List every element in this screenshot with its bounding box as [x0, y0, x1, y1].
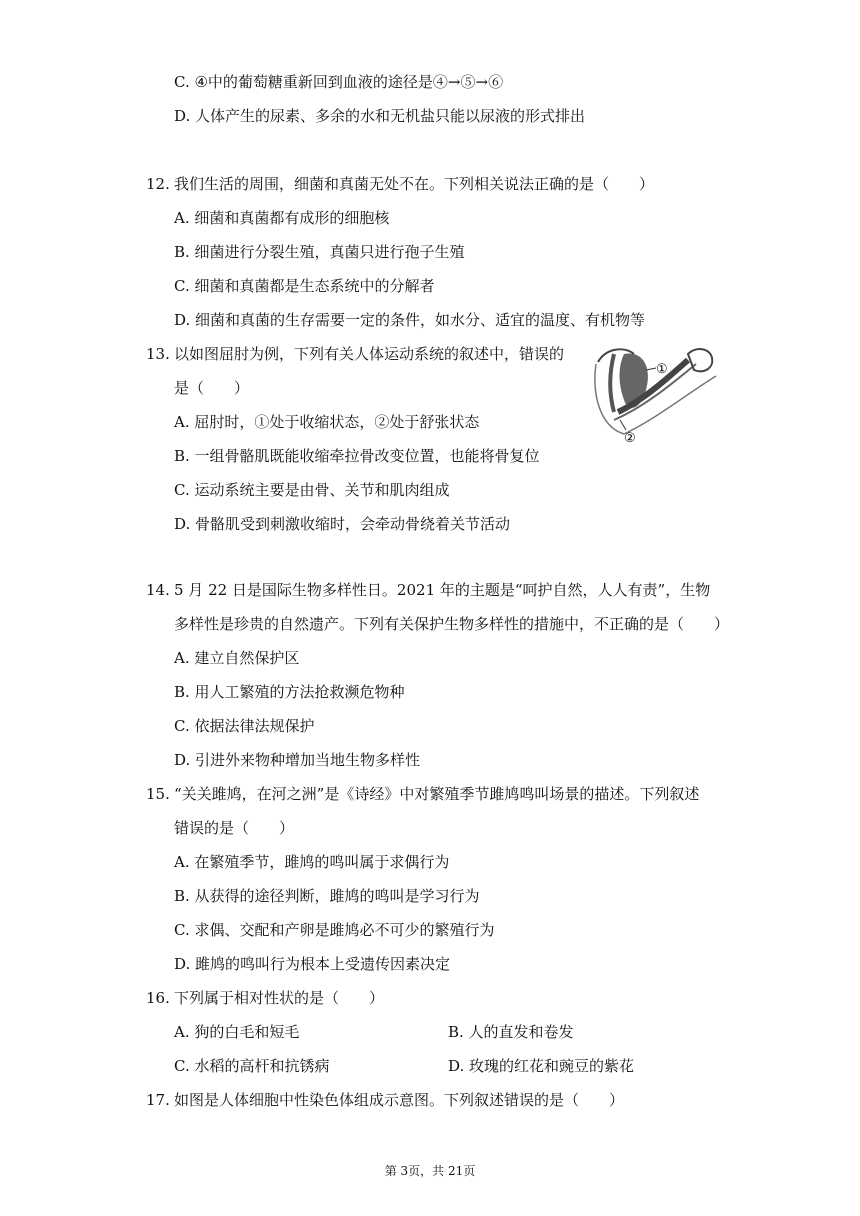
question-stem: “关关雎鸠，在河之洲”是《诗经》中对繁殖季节雎鸠鸣叫场景的描述。下列叙述 — [174, 785, 700, 803]
option-c: C. 运动系统主要是由骨、关节和肌肉组成 — [174, 481, 450, 499]
option-b: B. 人的直发和卷发 — [448, 1023, 574, 1041]
question-number: 16. — [146, 989, 170, 1007]
option-b: B. 一组骨骼肌既能收缩牵拉骨改变位置，也能将骨复位 — [174, 447, 540, 465]
option-d: D. 骨骼肌受到刺激收缩时，会牵动骨绕着关节活动 — [174, 515, 511, 533]
option-c: C. ④中的葡萄糖重新回到血液的途径是④→⑤→⑥ — [174, 73, 504, 91]
question-number: 15. — [146, 785, 170, 803]
option-c: C. 细菌和真菌都是生态系统中的分解者 — [174, 277, 435, 295]
option-c: C. 水稻的高杆和抗锈病 — [174, 1057, 330, 1075]
option-a: A. 在繁殖季节，雎鸠的鸣叫属于求偶行为 — [174, 853, 450, 871]
question-number: 17. — [146, 1091, 170, 1109]
question-stem: 我们生活的周围，细菌和真菌无处不在。下列相关说法正确的是（ ） — [174, 175, 655, 193]
question-stem-cont: 多样性是珍贵的自然遗产。下列有关保护生物多样性的措施中，不正确的是（ ） — [174, 615, 730, 633]
option-b: B. 用人工繁殖的方法抢救濒危物种 — [174, 683, 405, 701]
option-c: C. 依据法律法规保护 — [174, 717, 315, 735]
question-stem: 下列属于相对性状的是（ ） — [174, 989, 385, 1007]
question-number: 14. — [146, 581, 170, 599]
question-stem-cont: 是（ ） — [174, 379, 250, 397]
question-stem: 如图是人体细胞中性染色体组成示意图。下列叙述错误的是（ ） — [174, 1091, 625, 1109]
option-a: A. 狗的白毛和短毛 — [174, 1023, 300, 1041]
option-c: C. 求偶、交配和产卵是雎鸠必不可少的繁殖行为 — [174, 921, 495, 939]
option-a: A. 建立自然保护区 — [174, 649, 300, 667]
question-stem: 以如图屈肘为例，下列有关人体运动系统的叙述中，错误的 — [174, 345, 565, 363]
question-number: 12. — [146, 175, 170, 193]
question-stem-cont: 错误的是（ ） — [174, 819, 295, 837]
option-d: D. 人体产生的尿素、多余的水和无机盐只能以尿液的形式排出 — [174, 107, 586, 125]
option-d: D. 玫瑰的红花和豌豆的紫花 — [448, 1057, 635, 1075]
option-b: B. 从获得的途径判断，雎鸠的鸣叫是学习行为 — [174, 887, 480, 905]
arm-flexion-figure — [584, 340, 720, 444]
question-stem: 5 月 22 日是国际生物多样性日。2021 年的主题是“呵护自然，人人有责”，生物 — [174, 581, 711, 599]
option-d: D. 雎鸠的鸣叫行为根本上受遗传因素决定 — [174, 955, 451, 973]
page-footer: 第 3页，共 21页 — [384, 1164, 476, 1178]
option-b: B. 细菌进行分裂生殖，真菌只进行孢子生殖 — [174, 243, 465, 261]
question-number: 13. — [146, 345, 170, 363]
option-d: D. 引进外来物种增加当地生物多样性 — [174, 751, 421, 769]
option-a: A. 细菌和真菌都有成形的细胞核 — [174, 209, 390, 227]
option-d: D. 细菌和真菌的生存需要一定的条件，如水分、适宜的温度、有机物等 — [174, 311, 646, 329]
option-a: A. 屈肘时，①处于收缩状态，②处于舒张状态 — [174, 413, 480, 431]
label-2: ② — [624, 431, 636, 444]
label-1: ① — [656, 362, 668, 377]
